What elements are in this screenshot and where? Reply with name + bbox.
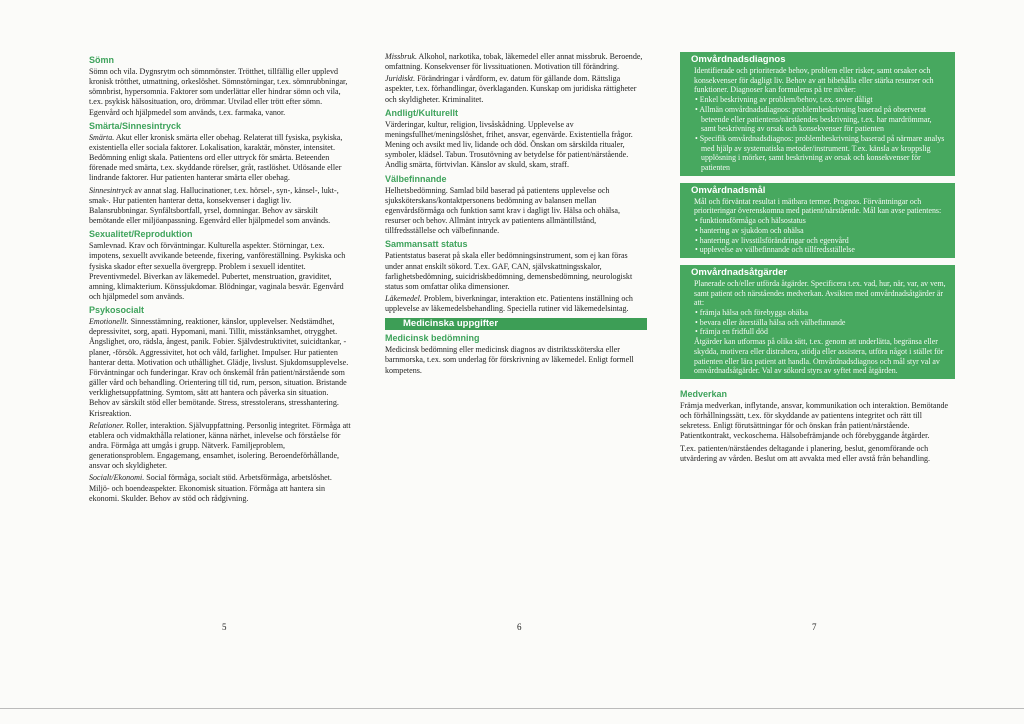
- paragraph: [385, 52, 647, 72]
- column-page-6: [385, 52, 647, 378]
- box-list-item: • Allmän omvårdnadsdiagnos: problembeskrivning baserad på observerat beteende eller patientens/närståendes beskrivning, t.ex. har mardrömmar, samt beskrivning av orsak och konsekvenser för patienten: [694, 105, 947, 134]
- box-list-item: • upplevelse av välbefinnande och tillfredsställelse: [694, 245, 947, 255]
- section-heading-smarta-sinnesintryck: Smärta/Sinnesintryck: [89, 120, 182, 131]
- page-number-6: 6: [517, 622, 522, 632]
- paragraph: T.ex. patienten/närståendes deltagande i planering, beslut, genomförande och utvärdering av vården. Beslut om att avvakta med eller avstå från behandling.: [680, 443, 931, 463]
- section-heading-sexualitet-reproduktion: Sexualitet/Reproduktion: [89, 229, 193, 240]
- box-outro: Åtgärder kan utformas på olika sätt, t.ex. genom att underlätta, begränsa eller skydda, motivera eller distrahera, stödja eller assistera, utföra något i stället för patienten eller lära patient att handla. Omvårdnadsdiagnos och mål styr val av omvårdnadsåtgärder. Val av sökord styrs av syftet med åtgärden.: [694, 337, 944, 376]
- page-number-7: 7: [812, 622, 817, 632]
- box-list-item: • Enkel beskrivning av problem/behov, t.ex. sover dåligt: [694, 95, 947, 105]
- section-heading-andligt-kulturellt: Andligt/Kulturellt: [385, 107, 458, 118]
- paragraph-text: Social förmåga, socialt stöd. Arbetsförmåga, arbetslöshet. Miljö- och boendeaspekter. Ekonomisk situation. Förmåga att hantera sin ekonomi. Skulder. Behov av stöd och rådgivning.: [89, 473, 332, 503]
- box-list-item: • bevara eller återställa hälsa och välbefinnande: [694, 318, 947, 328]
- paragraph: Samlevnad. Krav och förväntningar. Kulturella aspekter. Störningar, t.ex. impotens, sexuellt avvikande beteende, fixering, vanföreställning. Psykiska och fysiska skador efter sexuella övergrepp. Problem i sexuell identitet. Preventivmedel. Biverkan av läkemedel. Pubertet, menstruation, graviditet, amning, klimakterium. Könssjukdomar. Blödningar, vaginala besvär. Egenvård och hjälpmedel som används.: [89, 241, 346, 301]
- box-omvardnadsatgarder: [680, 265, 955, 379]
- box-title: Omvårdnadsmål: [691, 184, 766, 196]
- page-number-5: 5: [222, 622, 227, 632]
- paragraph-text: Roller, interaktion. Självuppfattning. Personlig integritet. Förmåga att etablera och vidmakthålla relationer, känna närhet, inlevelse och förståelse för andra. Förmåga att umgås i grupp. Nätverk. Familjeproblem, generationsproblem. Engagemang, ensamhet, isolering. Beroendeförhållande, ansvar och skyldigheter.: [89, 420, 351, 471]
- box-intro: Identifierade och prioriterade behov, problem eller risker, samt orsaker och konsekvenser för dagligt liv. Behov av att bibehålla eller stärka resurser och funktioner. Diagnoser kan formuleras på tre nivåer:: [694, 66, 934, 95]
- paragraph-lead-term: Socialt/Ekonomi.: [89, 473, 145, 483]
- paragraph-lead-term: Smärta.: [89, 132, 115, 142]
- section-heading-sammansatt-status: Sammansatt status: [385, 239, 468, 250]
- paragraph: [89, 133, 351, 184]
- paragraph: Främja medverkan, inflytande, ansvar, kommunikation och interaktion. Bemötande och förhållningssätt, t.ex. för skyddande av patientens integritet och rätt till sekretess. Enligt förutsättningar för och önskan från patient/närstående. Patientkontrakt, veckoschema. Hälsobefrämjande och förebyggande åtgärder.: [680, 400, 949, 441]
- paragraph-lead-term: Sinnesintryck: [89, 185, 133, 195]
- bottom-edge-line: [0, 708, 1024, 709]
- paragraph: Sömn och vila. Dygnsrytm och sömnmönster. Trötthet, tillfällig eller upplevd kronisk trötthet, utmattning, orkeslöshet. Sömnstörningar, t.ex. sömnrubbningar, sömnbrist, hypersomnia. Faktorer som underlättar eller hindrar sömn och vila, t.ex. psykisk hälsosituation, oro, drömmar. Utvilad eller trött efter sömn. Egenvård och hjälpmedel som används, t.ex. farmaka, vanor.: [89, 67, 348, 117]
- paragraph: [89, 186, 351, 227]
- box-list-item: • främja en fridfull död: [694, 327, 947, 337]
- box-list-item: • funktionsförmåga och hälsostatus: [694, 216, 947, 226]
- box-title: Omvårdnadsdiagnos: [691, 54, 786, 65]
- paragraph-lead-term: Juridiskt.: [385, 74, 416, 84]
- box-list-item: • Specifik omvårdnadsdiagnos: problembeskrivning baserad på närmare analys med hjälp av systematiska metoder/instrument. T.ex. känsla av kroppslig upplösning i mörker, samt beskrivning av orsak och konsekvenser för patienten: [694, 134, 947, 173]
- paragraph: [385, 294, 647, 314]
- paragraph-lead-term: Emotionellt.: [89, 317, 129, 327]
- box-intro: Mål och förväntat resultat i mätbara termer. Prognos. Förväntningar och prioriteringar överenskomna med patient/närstående. Mål kan avse patientens:: [694, 196, 942, 216]
- column-page-7: [680, 52, 955, 466]
- column-page-5: [89, 52, 351, 506]
- box-list: [694, 308, 947, 337]
- box-list-item: • främja hälsa och förebygga ohälsa: [694, 308, 947, 318]
- paragraph-text: Akut eller kronisk smärta eller obehag. Relaterat till fysiska, psykiska, existentiella eller sociala faktorer. Lokalisation, karaktär, mönster, intensitet. Bedömning enligt skala. Patientens ord eller uttryck för smärta. Beteenden förenade med smärta, t.ex. skyddande rörelser, gråt, rastlöshet. Utlösande eller lindrande faktorer. Hur patienten hanterar smärta eller obehag.: [89, 132, 343, 183]
- section-heading-psykosocialt: Psykosocialt: [89, 305, 145, 316]
- section-heading-somn: Sömn: [89, 55, 115, 65]
- paragraph: Patientstatus baserat på skala eller bedömningsinstrument, som ej kan föras under annat enskilt sökord. T.ex. GAF, CAN, självskattningsskalor, farlighetsbedömning, suicidriskbedömning, demensbedömning, neurologiskt status som omfattar olika dimensioner.: [385, 251, 633, 291]
- paragraph: [89, 317, 351, 419]
- box-intro: Planerade och/eller utförda åtgärder. Specificera t.ex. vad, hur, när, var, av vem, samt patient och närståendes medverkan. Avsikten med omvårdnadsåtgärder är att:: [694, 278, 946, 308]
- paragraph-text: Problem, biverkningar, interaktion etc. Patientens inställning och upplevelse av läkemedelsbehandling. Speciella rutiner vid läkemedelsintag.: [385, 293, 633, 314]
- paragraph-text: Sinnesstämning, reaktioner, känslor, upplevelser. Nedstämdhet, depressivitet, sorg, apati. Hypomani, mani. Tillit, misstänksamhet, otrygghet. Ångslighet, oro, rädsla, ångest, panik. Fobier. Självdestruktivitet, suicidtankar, -planer, -försök. Aggressivitet, hot och våld, farlighet. Impulser. Hur patienten hanterar detta. Motivation och uthållighet. Glädje, livslust. Sjukdomsupplevelse. Förväntningar och funderingar. Krav och önskemål från patient/närstående som gäller vård och behandling. Orientering till tid, rum, person, situation. Bristande verklighetsuppfattning. Symtom, sätt att hantera och påverka sin situation. Behov av särskilt stöd eller bemötande. Stress, stresstolerans, stresshantering. Krisreaktion.: [89, 317, 349, 418]
- paragraph: Helhetsbedömning. Samlad bild baserad på patientens upplevelse och sjuksköterskans/kontaktpersonens bedömning av balansen mellan egenvårdsförmåga och funktion samt krav i dagligt liv. Hälsa och ohälsa, resurser och behov. Allmänt intryck av patientens allmäntillstånd, tillfredsställelse och välbefinnande.: [385, 185, 621, 236]
- paragraph: [89, 421, 351, 472]
- section-heading-valbefinnande: Välbefinnande: [385, 173, 447, 184]
- box-omvardnadsdiagnos: [680, 52, 955, 176]
- box-title: Omvårdnadsåtgärder: [691, 266, 788, 278]
- box-list: [694, 216, 947, 255]
- box-list-item: • hantering av livsstilsförändringar och egenvård: [694, 236, 947, 246]
- paragraph-lead-term: Missbruk.: [385, 52, 417, 61]
- paragraph-text: av annat slag. Hallucinationer, t.ex. hörsel-, syn-, känsel-, lukt-, smak-. Hur patienten hanterar detta, konsekvenser i dagligt liv. Balansrubbningar. Synfältsbortfall, yrsel, domningar. Behov av särskilt bemötande eller miljöanpassning. Egenvård eller hjälpmedel som används.: [89, 185, 339, 226]
- paragraph: [89, 473, 351, 503]
- paragraph: Värderingar, kultur, religion, livsåskådning. Upplevelse av meningsfullhet/meningslöshet, frihet, ansvar, egenvärde. Existentiella frågor. Mening och avsikt med liv, lidande och död. Önskan om särskilda ritualer, symboler, klädsel. Tabun. Trosutövning av betydelse för patient/närstående. Andlig smärta, förtvivlan. Känslor av skuld, skam, straff.: [385, 119, 633, 170]
- section-bar-medicinska-uppgifter: Medicinska uppgifter: [385, 318, 647, 330]
- paragraph: Medicinsk bedömning eller medicinsk diagnos av distriktssköterska eller barnmorska, t.ex. som underlag för förskrivning av läkemedel. Enligt formell kompetens.: [385, 345, 634, 375]
- paragraph-lead-term: Läkemedel.: [385, 293, 422, 303]
- paragraph-text: Förändringar i vårdform, ev. datum för gällande dom. Rättsliga aspekter, t.ex. förhandlingar, överklaganden. Kunskap om juridiska rättigheter och skyldigheter. Kriminalitet.: [385, 74, 637, 104]
- section-heading-medverkan: Medverkan: [680, 388, 728, 399]
- box-list-item: • hantering av sjukdom och ohälsa: [694, 226, 947, 236]
- paragraph-lead-term: Relationer.: [89, 420, 125, 430]
- paragraph-text: Alkohol, narkotika, tobak, läkemedel eller annat missbruk. Beroende, omfattning. Konsekvenser för livssituationen. Motivation till förändring.: [385, 52, 643, 72]
- box-omvardnadsmal: [680, 183, 955, 258]
- box-list: [694, 95, 947, 173]
- paragraph: [385, 74, 647, 104]
- section-heading-medicinsk-bedomning: Medicinsk bedömning: [385, 333, 480, 344]
